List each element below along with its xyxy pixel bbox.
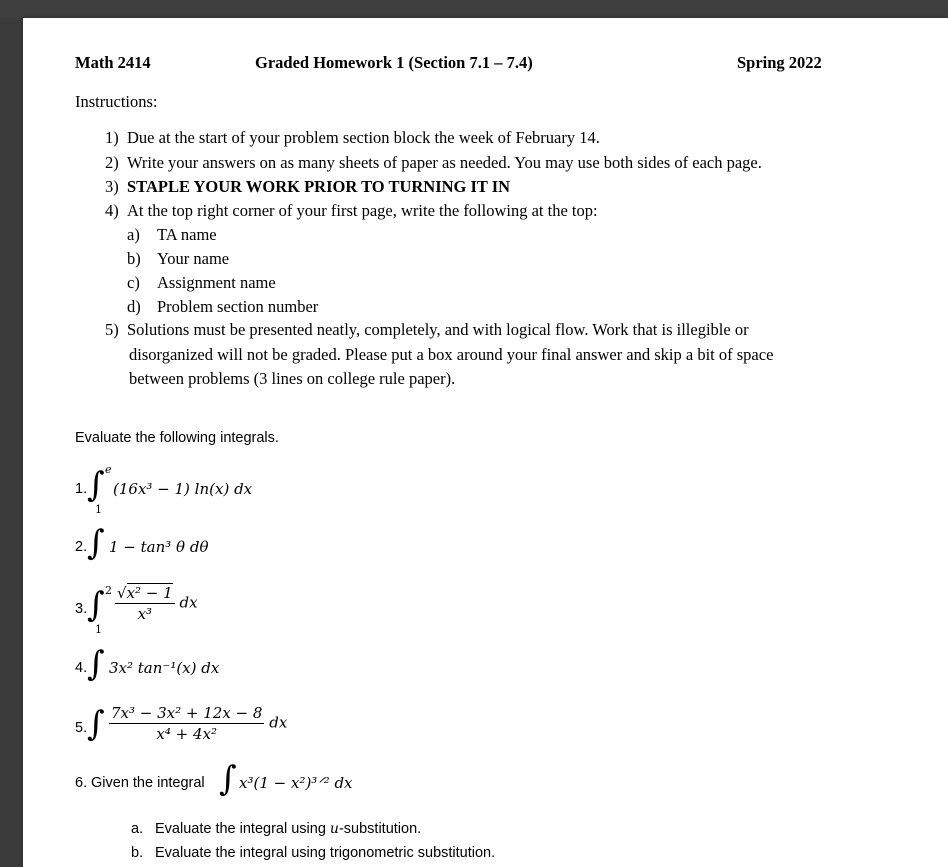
lower-limit: 1 bbox=[95, 623, 102, 636]
problem-lead-text: Given the integral bbox=[91, 775, 205, 791]
integrand bbox=[109, 704, 287, 743]
subpart-item: a. Evaluate the integral using u-substitution. bbox=[131, 821, 422, 837]
instructions-label: Instructions: bbox=[75, 92, 158, 111]
evaluate-label: Evaluate the following integrals. bbox=[75, 430, 279, 446]
upper-limit: 2 bbox=[105, 584, 112, 597]
integrand: 1 − tan³ θ dθ bbox=[109, 538, 209, 556]
integral-sign: ∫ bbox=[87, 523, 105, 563]
integrand: (16x³ − 1) ln(x) dx bbox=[113, 480, 253, 498]
radicand: x² − 1 bbox=[126, 584, 173, 602]
subpart-item: b. Evaluate the integral using trigonometric substitution. bbox=[131, 845, 496, 861]
integrand: x³(1 − x²)³ᐟ² dx bbox=[239, 774, 353, 792]
problem-number: 4. bbox=[75, 660, 88, 676]
differential: dx bbox=[179, 593, 198, 612]
instruction-subitem: a) TA name bbox=[127, 225, 217, 244]
viewer-top-bar bbox=[0, 0, 948, 18]
instruction-subitem: b) Your name bbox=[127, 249, 230, 268]
numerator: 7x³ − 3x² + 12x − 8 bbox=[111, 704, 263, 722]
problem-number: 6. bbox=[75, 775, 88, 791]
assignment-title: Graded Homework 1 (Section 7.1 – 7.4) bbox=[255, 53, 533, 72]
upper-limit: e bbox=[105, 463, 112, 476]
problem-number: 1. bbox=[75, 481, 88, 497]
document-page bbox=[23, 18, 948, 867]
integral-sign: ∫ bbox=[219, 759, 237, 799]
instruction-item: 5) Solutions must be presented neatly, completely, and with logical flow. Work that is illegible or bbox=[105, 320, 749, 339]
integral-sign: ∫ bbox=[87, 644, 105, 684]
integral-sign: ∫ bbox=[87, 704, 105, 744]
instruction-item: 1) Due at the start of your problem section block the week of February 14. bbox=[105, 128, 600, 147]
instruction-item: 4) At the top right corner of your first page, write the following at the top: bbox=[105, 201, 598, 220]
denominator: x⁴ + 4x² bbox=[156, 725, 218, 743]
instruction-item: 3) STAPLE YOUR WORK PRIOR TO TURNING IT IN bbox=[105, 177, 511, 196]
course-name: Math 2414 bbox=[75, 53, 151, 72]
problem-number: 3. bbox=[75, 601, 88, 617]
integrand: 3x² tan⁻¹(x) dx bbox=[109, 659, 220, 677]
term: Spring 2022 bbox=[737, 53, 822, 72]
instruction-continuation: disorganized will not be graded. Please put a box around your final answer and skip a bit of space bbox=[129, 345, 774, 364]
instruction-item: 2) Write your answers on as many sheets of paper as needed. You may use both sides of each page. bbox=[105, 153, 762, 172]
differential: dx bbox=[269, 713, 288, 732]
integral-sign: ∫ bbox=[87, 465, 105, 505]
problem-number: 5. bbox=[75, 720, 88, 736]
instruction-continuation: between problems (3 lines on college rule paper). bbox=[129, 369, 456, 388]
lower-limit: 1 bbox=[95, 503, 102, 516]
instruction-subitem: c) Assignment name bbox=[127, 273, 276, 292]
denominator: x³ bbox=[137, 605, 153, 623]
integrand: $\frac{\text{√x² − 1}}{\text{x³}}$ dx bbox=[117, 584, 198, 623]
integral-sign: ∫ bbox=[87, 585, 105, 625]
problem-number: 2. bbox=[75, 539, 88, 555]
instruction-subitem: d) Problem section number bbox=[127, 297, 319, 316]
